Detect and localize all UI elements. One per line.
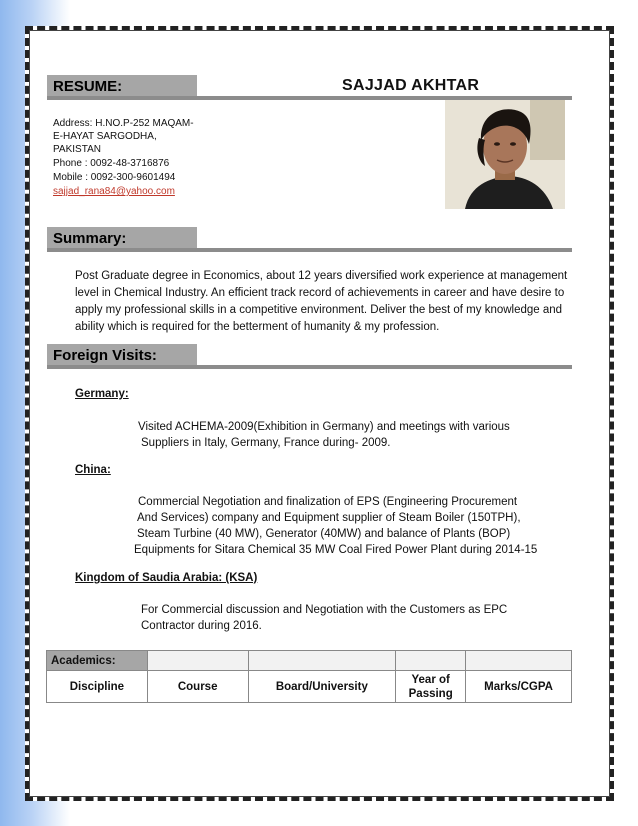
ksa-line-1: For Commercial discussion and Negotiation with the Customers as EPC — [141, 604, 508, 616]
summary-text — [75, 268, 570, 336]
academics-blank-cell — [248, 651, 396, 671]
summary-line-2: level in Chemical Industry. An efficient track record of achievements in career and have desire to — [75, 287, 565, 299]
resume-heading: RESUME: — [47, 75, 197, 99]
germany-line-1: Visited ACHEMA-2009(Exhibition in Germany) and meetings with various — [138, 421, 510, 433]
china-title: China: — [75, 464, 111, 476]
china-line-4: Equipments for Sitara Chemical 35 MW Coal Fired Power Plant during 2014-15 — [134, 544, 538, 556]
phone: Phone : 0092-48-3716876 — [53, 158, 170, 169]
china-line-2: And Services) company and Equipment supplier of Steam Boiler (150TPH), — [137, 512, 521, 524]
foreign-visits-rule — [47, 365, 572, 369]
germany-title: Germany: — [75, 388, 129, 400]
china-line-1: Commercial Negotiation and finalization of EPS (Engineering Procurement — [138, 496, 518, 508]
summary-line-3: apply my professional skills in a competitive environment. Deliver the best of my knowledge and — [75, 304, 563, 316]
academics-title-row — [47, 651, 572, 671]
china-line-3: Steam Turbine (40 MW), Generator (40MW) and balance of Plants (BOP) — [137, 528, 511, 540]
address-line-2: E-HAYAT SARGODHA, — [53, 131, 157, 142]
summary-line-4: ability which is required for the betterment of humanity & my profession. — [75, 321, 440, 333]
summary-line-1: Post Graduate degree in Economics, about 12 years diversified work experience at management — [75, 270, 568, 282]
address-line-1: Address: H.NO.P-252 MAQAM- — [53, 118, 194, 129]
email-link[interactable]: sajjad_rana84@yahoo.com — [53, 186, 175, 197]
academics-blank-cell — [396, 651, 466, 671]
profile-photo — [445, 100, 565, 209]
mobile: Mobile : 0092-300-9601494 — [53, 172, 176, 183]
col-marks-cgpa: Marks/CGPA — [466, 671, 572, 703]
summary-heading: Summary: — [47, 227, 197, 251]
academics-table — [46, 650, 572, 703]
academics-header-row — [47, 671, 572, 703]
ksa-line-2: Contractor during 2016. — [141, 620, 262, 632]
col-discipline: Discipline — [47, 671, 148, 703]
profile-photo-image — [445, 100, 565, 209]
candidate-name: SAJJAD AKHTAR — [342, 77, 480, 94]
col-board-university: Board/University — [248, 671, 396, 703]
academics-heading: Academics: — [47, 651, 148, 671]
ksa-title: Kingdom of Saudia Arabia: (KSA) — [75, 572, 258, 584]
col-course: Course — [147, 671, 248, 703]
foreign-visits-heading: Foreign Visits: — [47, 344, 197, 368]
summary-rule — [47, 248, 572, 252]
germany-line-2: Suppliers in Italy, Germany, France during- 2009. — [141, 437, 391, 449]
academics-blank-cell — [466, 651, 572, 671]
academics-blank-cell — [147, 651, 248, 671]
col-year-of-passing: Year of Passing — [396, 671, 466, 703]
address-line-3: PAKISTAN — [53, 144, 101, 155]
